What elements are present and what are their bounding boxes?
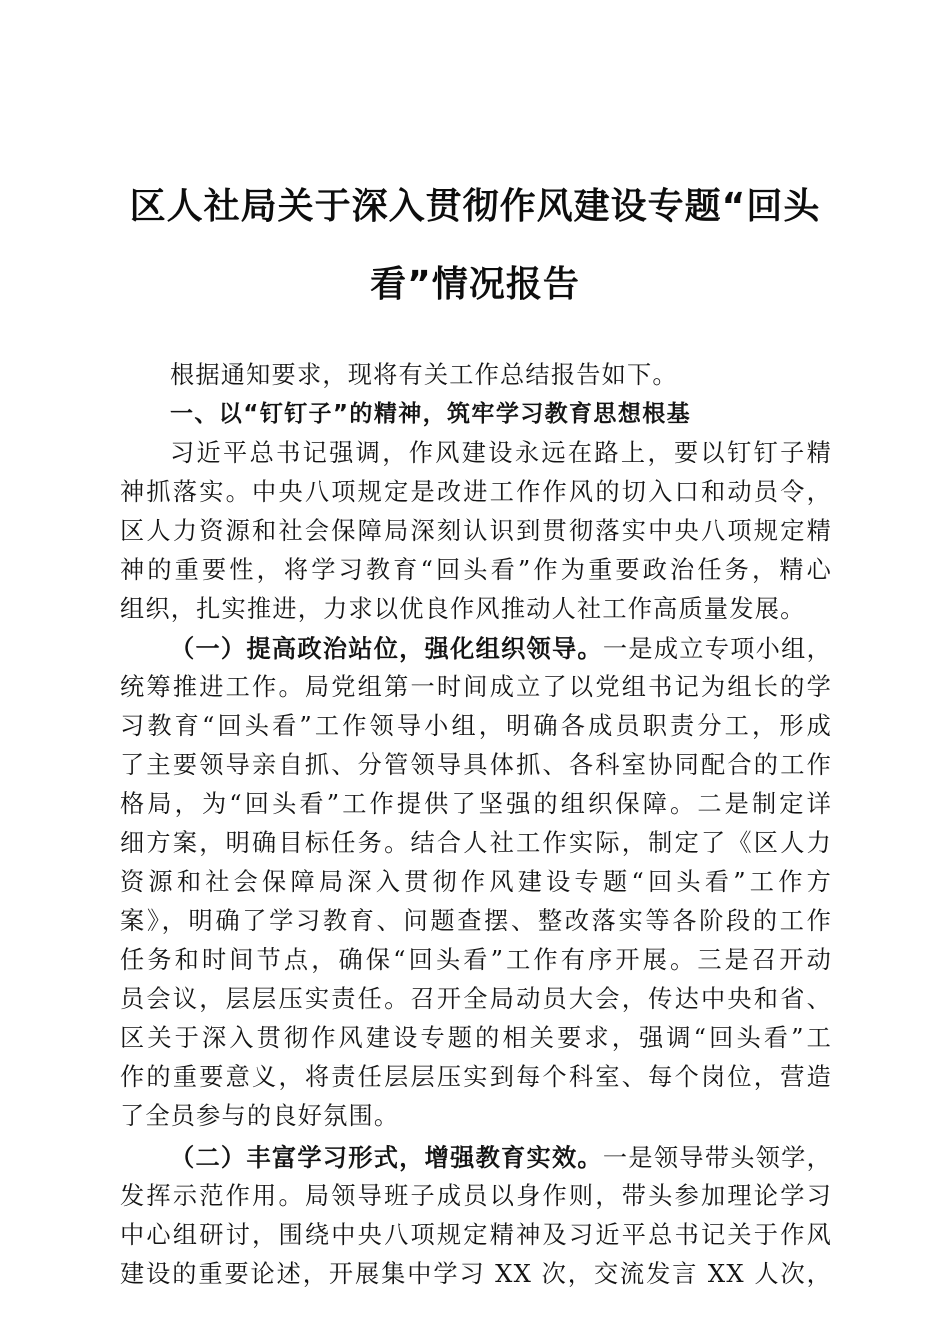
paragraph-line: 作的重要意义，将责任层层压实到每个科室、每个岗位，营造 <box>120 1063 832 1091</box>
paragraph-line: 习近平总书记强调，作风建设永远在路上，要以钉钉子精 <box>170 439 832 467</box>
paragraph-line: 区关于深入贯彻作风建设专题的相关要求，强调“回头看”工 <box>120 1024 832 1052</box>
paragraph-line: 案》，明确了学习教育、问题查摆、整改落实等各阶段的工作 <box>120 907 832 935</box>
sub-section-1 <box>120 629 832 1136</box>
paragraph-line: 中心组研讨，围绕中央八项规定精神及习近平总书记关于作风 <box>120 1221 832 1249</box>
paragraph-line: 统筹推进工作。局党组第一时间成立了以党组书记为组长的学 <box>120 673 832 701</box>
paragraph-line: 神抓落实。中央八项规定是改进工作作风的切入口和动员令， <box>120 478 832 506</box>
section-1-paragraph-1 <box>120 434 832 629</box>
paragraph-line: 格局，为“回头看”工作提供了坚强的组织保障。二是制定详 <box>120 790 832 818</box>
document-title <box>120 168 830 324</box>
document-body <box>120 356 832 1294</box>
sub-section-1-heading: （一）提高政治站位，强化组织领导。 <box>170 634 603 663</box>
sub-section-1-first-line-text: 一是成立专项小组， <box>602 635 832 663</box>
paragraph-line: 习教育“回头看”工作领导小组，明确各成员职责分工，形成 <box>120 712 832 740</box>
sub-section-2-heading: （二）丰富学习形式，增强教育实效。 <box>170 1143 603 1172</box>
paragraph-line: 了主要领导亲自抓、分管领导具体抓、各科室协同配合的工作 <box>120 751 832 779</box>
paragraph-line: 资源和社会保障局深入贯彻作风建设专题“回头看”工作方 <box>120 868 832 896</box>
paragraph-line: 细方案，明确目标任务。结合人社工作实际，制定了《区人力 <box>120 829 832 857</box>
paragraph-line: 任务和时间节点，确保“回头看”工作有序开展。三是召开动 <box>120 946 832 974</box>
sub-section-1-first-line <box>120 629 832 668</box>
title-line-2: 看”情况报告 <box>370 264 580 305</box>
paragraph-line: 了全员参与的良好氛围。 <box>120 1102 400 1130</box>
paragraph-line: 建设的重要论述，开展集中学习 XX 次，交流发言 XX 人次， <box>120 1260 832 1288</box>
sub-section-2 <box>120 1138 832 1294</box>
intro-paragraph: 根据通知要求，现将有关工作总结报告如下。 <box>170 361 678 389</box>
sub-section-2-first-line-text: 一是领导带头领学， <box>602 1144 832 1172</box>
paragraph-line: 区人力资源和社会保障局深刻认识到贯彻落实中央八项规定精 <box>120 517 832 545</box>
paragraph-line: 组织，扎实推进，力求以优良作风推动人社工作高质量发展。 <box>120 595 806 623</box>
paragraph-line: 员会议，层层压实责任。召开全局动员大会，传达中央和省、 <box>120 985 832 1013</box>
section-1-heading: 一、以“钉钉子”的精神，筑牢学习教育思想根基 <box>170 401 692 427</box>
paragraph-line: 神的重要性，将学习教育“回头看”作为重要政治任务，精心 <box>120 556 832 584</box>
title-line-1: 区人社局关于深入贯彻作风建设专题“回头 <box>129 186 821 227</box>
sub-section-2-first-line <box>120 1138 832 1177</box>
paragraph-line: 发挥示范作用。局领导班子成员以身作则，带头参加理论学习 <box>120 1182 832 1210</box>
